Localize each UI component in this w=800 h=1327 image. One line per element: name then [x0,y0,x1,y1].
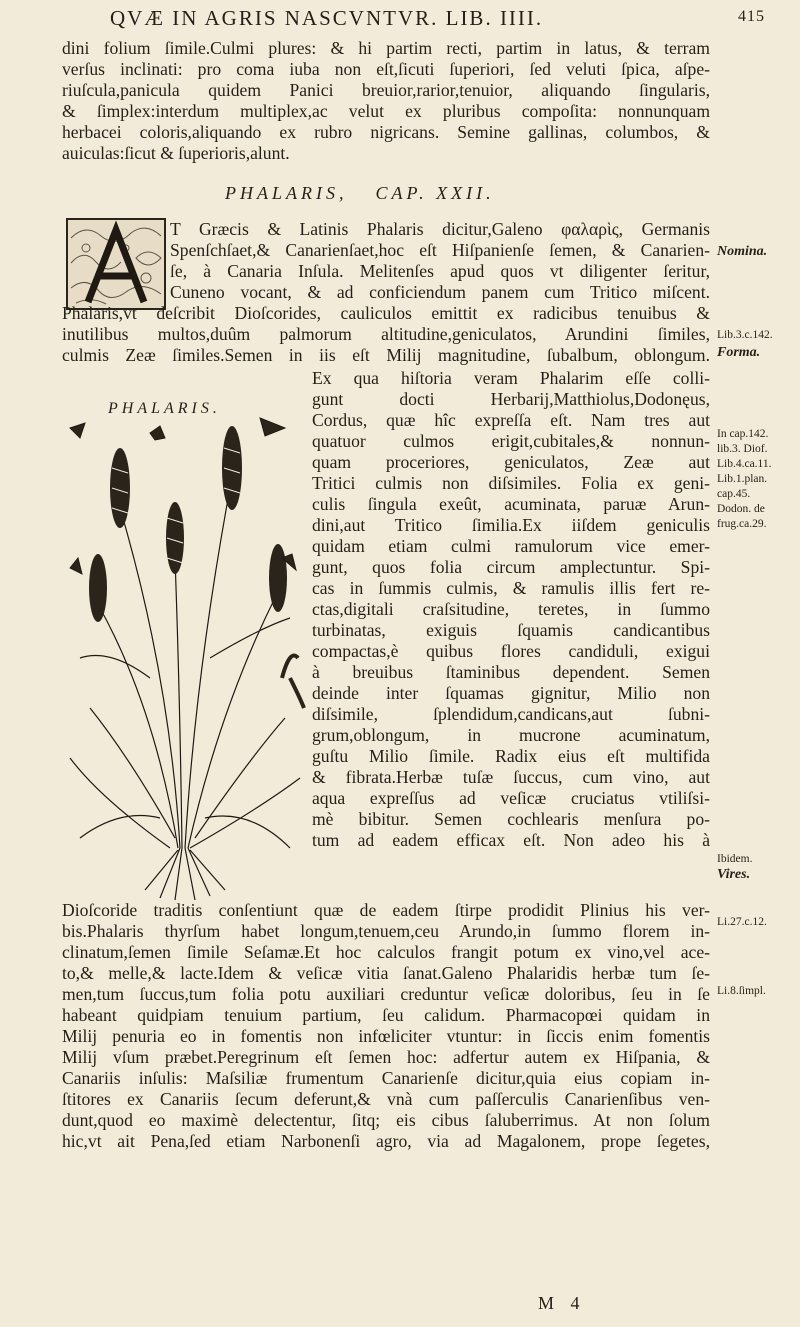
margin-note-lib: Lib.3.c.142. [717,329,773,341]
text-line: habeant quidpiam tenuium partium, ſeu calidum. Pharmacopœi quidam in [62,1005,710,1025]
text-line: turbinatas, exiguis ſquamis candicantibus [312,620,710,640]
text-line: quam proceriores, geniculatos, Zeæ aut [312,452,710,472]
text-line: dini,aut Tritico ſimilia.Ex iiſdem geniculis [312,515,710,535]
chapter-number: CAP. XXII. [375,183,495,203]
text-line: Cordus, quæ hîc expreſſa eſt. Nam tres aut [312,410,710,430]
text-line: cas in ſummis culmis, & ramulis illis fert re- [312,578,710,598]
text-line: bis.Phalaris thyrſum habet longum,tenuem,ceu Arundo,in ſummo florem in- [62,921,710,941]
chapter-title: PHALARIS, [225,183,348,203]
text-line: verſus inclinati: pro coma iuba non eſt,ſicuti ſuperiori, ſed veluti ſpica, aſpe- [62,59,710,79]
figure-caption: PHALARIS. [108,400,221,417]
text-line: culmis Zeæ ſimiles.Semen in iis eſt Milij magnitudine, ſubalbum, oblongum. [62,345,710,365]
text-line: Cuneno vocant, & ad conficiendum panem cum Tritico miſcent. [170,282,710,302]
page-number: 415 [738,8,765,25]
text-line: dunt,quod eo maximè delectentur, ſitq; eis cibus ſaluberrimus. At non ſolum [62,1110,710,1130]
text-line: & fibrata.Herbæ tuſæ ſuccus, cum vino, aut [312,767,710,787]
text-line: culis ſingula exeût, acuminata, paruæ Arun- [312,494,710,514]
text-line: ſe, à Canaria Inſula. Melitenſes apud quos vt diligenter ſeritur, [170,261,710,281]
text-line: Milij penuria eo in fomentis non infœliciter vtuntur: in ſiccis enim fomentis [62,1026,710,1046]
text-line: auiculas:ſicut & ſuperioris,alunt. [62,143,290,163]
chapter-heading [225,183,495,204]
text-line: clinatum,ſemen ſimile Seſamæ.Et hoc calculos frangit potum ex vino,vel ace- [62,942,710,962]
text-line: quidam etiam culmi ramulorum vice emer- [312,536,710,556]
text-line: ſtitores ex Canariis ſecum deferunt,& vnà cum paſſerculis Canarienſibus ven- [62,1089,710,1109]
text-line: guſtu Milio ſimile. Radix eius eſt multifida [312,746,710,766]
margin-note-nomina: Nomina. [717,244,768,259]
margin-note-source: Dodon. de [717,503,765,515]
text-line: compactas,è quibus flores candiduli, exigui [312,641,710,661]
text-line: ctas,digitali craſsitudine, teretes, in ſummo [312,599,710,619]
text-line: Tritici culmis non diſsimiles. Folia ex geni- [312,473,710,493]
text-line: T Græcis & Latinis Phalaris dicitur,Galeno φαλαρὶς, Germanis [170,219,710,239]
text-line: to,& melle,& lacte.Idem & veſicæ vitia ſanat.Galeno Phalaridis herbæ tum ſe- [62,963,710,983]
text-line: hic,vt ait Pena,ſed etiam Narbonenſi agro, via ad Magalonem, prope ſegetes, [62,1131,710,1151]
text-line: herbacei coloris,aliquando ex rubro nigricans. Semine gallinas, columbos, & [62,122,710,142]
text-line: Ex qua hiſtoria veram Phalarim eſſe colli- [312,368,710,388]
margin-note-source: Lib.4.ca.11. [717,458,772,470]
margin-note-li8: Li.8.ſimpl. [717,985,766,997]
text-line: gunt docti Herbarij,Matthiolus,Dodonęus, [312,389,710,409]
text-line: grum,oblongum, in mucrone acuminatum, [312,725,710,745]
running-head: QVÆ IN AGRIS NASCVNTVR. LIB. IIII. [110,6,544,30]
margin-note-li27: Li.27.c.12. [717,916,767,928]
text-line: riuſcula,panicula quidem Panici breuior,rarior,tenuior, aliquando ſingularis, [62,80,710,100]
running-header [110,6,790,34]
text-line: deinde inter ſquamas gignitur, Milio non [312,683,710,703]
text-line: à breuibus ſtaminibus dependent. Semen [312,662,710,682]
text-line: & ſimplex:interdum multiplex,ac velut ex pluribus compoſita: nonnunquam [62,101,710,121]
text-line: aqua expreſſus ad veſicæ cruciatus vtiliſsi- [312,788,710,808]
decorated-initial-letter [66,218,166,310]
phalaris-woodcut-illustration [60,378,306,903]
margin-note-source: frug.ca.29. [717,518,767,530]
margin-note-source: In cap.142. [717,428,769,440]
text-line: Dioſcoride traditis conſentiunt quæ de eadem ſtirpe prodidit Plinius his ver- [62,900,710,920]
margin-note-source: Lib.1.plan. [717,473,768,485]
text-line: dini folium ſimile.Culmi plures: & hi partim recti, partim in latus, & terram [62,38,710,58]
text-line: mè bibitur. Semen cochlearis menſura po- [312,809,710,829]
margin-note-source: cap.45. [717,488,751,500]
text-line: tum ad eadem efficax eſt. Non adeo his à [312,830,710,850]
margin-note-ibidem: Ibidem. [717,853,753,865]
text-line: Phalaris,vt deſcribit Dioſcorides, cauliculos emittit ex radicibus tenuibus & [62,303,710,323]
text-line: Spenſchſaet,& Canarienſaet,hoc eſt Hiſpanienſe ſemen, & Canarien- [170,240,710,260]
text-line: inutilibus multos,duûm palmorum altitudine,geniculatos, Arundini ſimiles, [62,324,710,344]
text-line: men,tum ſuccus,tum folia potu auxiliari creduntur veſicæ doloribus, ſeu in ſe [62,984,710,1004]
margin-note-source: lib.3. Diof. [717,443,768,455]
text-line: diſsimile, ſplendidum,candicans,aut ſubni- [312,704,710,724]
text-line: Canariis inſulis: Maſsiliæ frumentum Canarienſe dicitur,quia eius copiam in- [62,1068,710,1088]
signature-mark: M 4 [538,1293,586,1313]
margin-note-forma: Forma. [717,345,761,360]
text-line: gunt, quos folia circum amplectuntur. Spi- [312,557,710,577]
text-line: quatuor culmos erigit,cubitales,& nonnun- [312,431,710,451]
margin-note-vires: Vires. [717,867,751,882]
text-line: Milij vſum præbet.Peregrinum eſt ſemen hoc: adfertur autem ex Hiſpania, & [62,1047,710,1067]
